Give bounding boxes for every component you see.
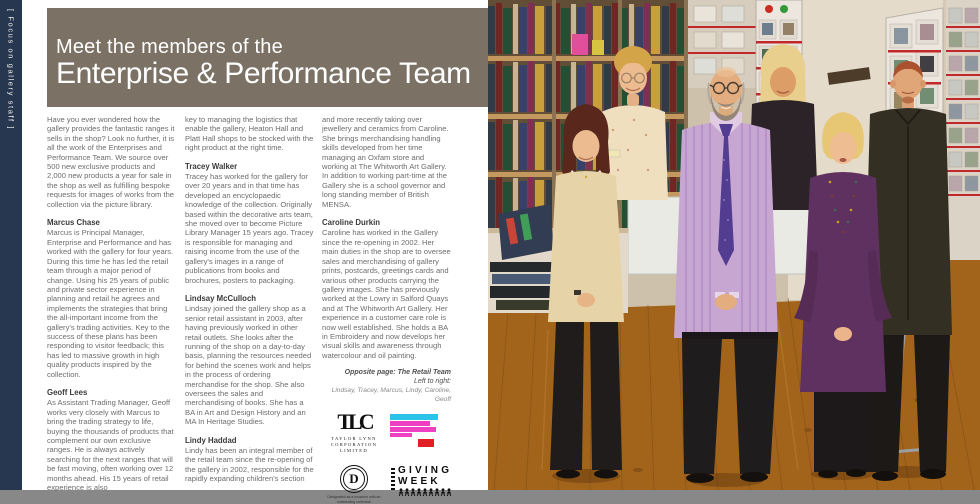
header-band: [47, 8, 489, 107]
campaign-logo: [390, 411, 442, 453]
photo-caption-line3: Lindsay, Tracey, Marcus, Lindy, Caroline, Geoff: [331, 386, 451, 403]
photo-caption: [322, 369, 451, 404]
text-column-2: [185, 115, 314, 493]
campaign-bar-magenta3-icon: [390, 433, 412, 437]
member-bio-lindsay: Lindsay joined the gallery shop as a senior retail assistant in 2003, after having previously worked in other retail outlets. She looks after the running of the shop on a day-to-day basis, planning the resources needed for behind the scenes work and helps in the process of ordering merchandise for the shop. She also oversees the sales and merchandising of books. She has a BA in Art and Design History and an MA In Heritage Studies.: [185, 304, 312, 427]
designated-letter: D: [343, 468, 365, 490]
member-bio-lindy-part2: and more recently taking over jewellery and ceramics from Caroline. She brings merchandising handling skills developed from her time managing an Oxfam store and working at The Whitworth Art Gallery. In addition to working part-time at the Gallery she is a school governor and long standing member of British MENSA.: [322, 115, 449, 209]
text-column-1: [47, 115, 176, 501]
tlc-name-line2: CORPORATION: [330, 442, 378, 448]
sidebar-vertical-label: [ Focus on gallery staff ]: [6, 9, 16, 131]
page-title: Enterprise & Performance Team: [56, 57, 471, 90]
member-heading-lindsay: Lindsay McCulloch: [185, 293, 257, 303]
tlc-logo: [322, 411, 386, 453]
member-heading-lindy: Lindy Haddad: [185, 435, 237, 445]
member-bio-marcus: Marcus is Principal Manager, Enterprise and Performance and has worked with the gallery for four years. During this time he has led the retail team through a major period of change. Using his 25 years of public and private sector experience in planning and retail he agrees and implements the strategies that bring the all-important income from the gallery's trading activities. Key to the success of these plans has been responding to visitor feedback; this has led to massive growth in high quality products inspired by the collection.: [47, 228, 174, 379]
team-photo-illustration: [488, 0, 980, 490]
giving-week-logo: [390, 465, 454, 504]
member-bio-caroline: Caroline has worked in the Gallery since the re-opening in 2002. Her main duties in the shop are to oversee sales and merchandising of gallery prints, postcards, greetings cards and various other products carrying the gallery images. She has previously worked at the Lowry in Salford Quays and at The Whitworth Art Gallery. Her experience in a customer care role is now well established. She holds a BA in Embroidery and now develops her visual skills and awareness through watercolour and oil painting.: [322, 228, 451, 360]
designated-circle-icon: [340, 465, 368, 493]
designated-museum-logo: [322, 465, 386, 504]
people-row-icon: [398, 488, 452, 497]
text-column-3: [322, 115, 451, 504]
campaign-bar-red-icon: [418, 439, 434, 447]
sidebar-strip: [0, 0, 22, 490]
member-heading-caroline: Caroline Durkin: [322, 218, 381, 228]
member-bio-lindy-part1: Lindy has been an integral member of the retail team since the re-opening of the gallery in 2002, responsible for the rapidly expanding children's section: [185, 446, 314, 484]
member-bio-geoff-part2: key to managing the logistics that enable the gallery, Heaton Hall and Platt Hall shops to be stocked with the right product at the right time.: [185, 115, 314, 153]
member-heading-tracey: Tracey Walker: [185, 161, 238, 171]
campaign-bar-cyan-icon: [390, 414, 438, 420]
member-heading-geoff: Geoff Lees: [47, 387, 88, 397]
member-bio-geoff-part1: As Assistant Trading Manager, Geoff works very closely with Marcus to bring the trading strategy to life, buying the thousands of products that complement our own exclusive ranges. He is always actively searching for the next ranges that will be fast moving, often working over 12 months ahead. His 15 years of retail experience is also: [47, 398, 174, 493]
designated-caption: Designated as a museum with an outstanding collection: [327, 495, 381, 504]
giving-week-line2: WEEK: [398, 475, 441, 487]
team-photo: [488, 0, 980, 490]
member-heading-marcus: Marcus Chase: [47, 218, 100, 228]
tlc-name-line3: LIMITED: [340, 447, 368, 453]
tlc-name-line1: TAYLOR LYNN: [331, 436, 377, 442]
header-eyebrow: Meet the members of the: [56, 36, 283, 58]
member-bio-tracey: Tracey has worked for the gallery for over 20 years and in that time has developed an encyclopaedic knowledge of the collection. Originally based within the decorative arts team, she moved over to become Picture Library Manager 15 years ago. Tracey is responsible for managing and raising income from the use of the gallery's images in a range of publications from books and brochures, posters to packaging.: [185, 172, 314, 285]
photo-caption-line1: Opposite page: The Retail Team: [344, 369, 451, 377]
campaign-bar-magenta-icon: [390, 421, 430, 426]
campaign-bar-magenta2-icon: [390, 427, 436, 432]
intro-paragraph: Have you ever wondered how the gallery provides the fantastic ranges it sells in the shop? Look no further, it is all the work of the Enterprises and Performance Team. We source over 500 new exclusive products and 2,000 new products a year for sale in the shop as well as fulfilling bespoke requests for images of works from the collection via the picture library.: [47, 115, 175, 209]
giving-week-line1: GIVING: [398, 464, 453, 476]
photo-caption-line2: Left to right:: [414, 377, 451, 385]
sponsor-logos: [322, 411, 451, 504]
tlc-monogram-icon: TLC: [337, 409, 371, 435]
giving-week-side-text-icon: [391, 468, 395, 490]
